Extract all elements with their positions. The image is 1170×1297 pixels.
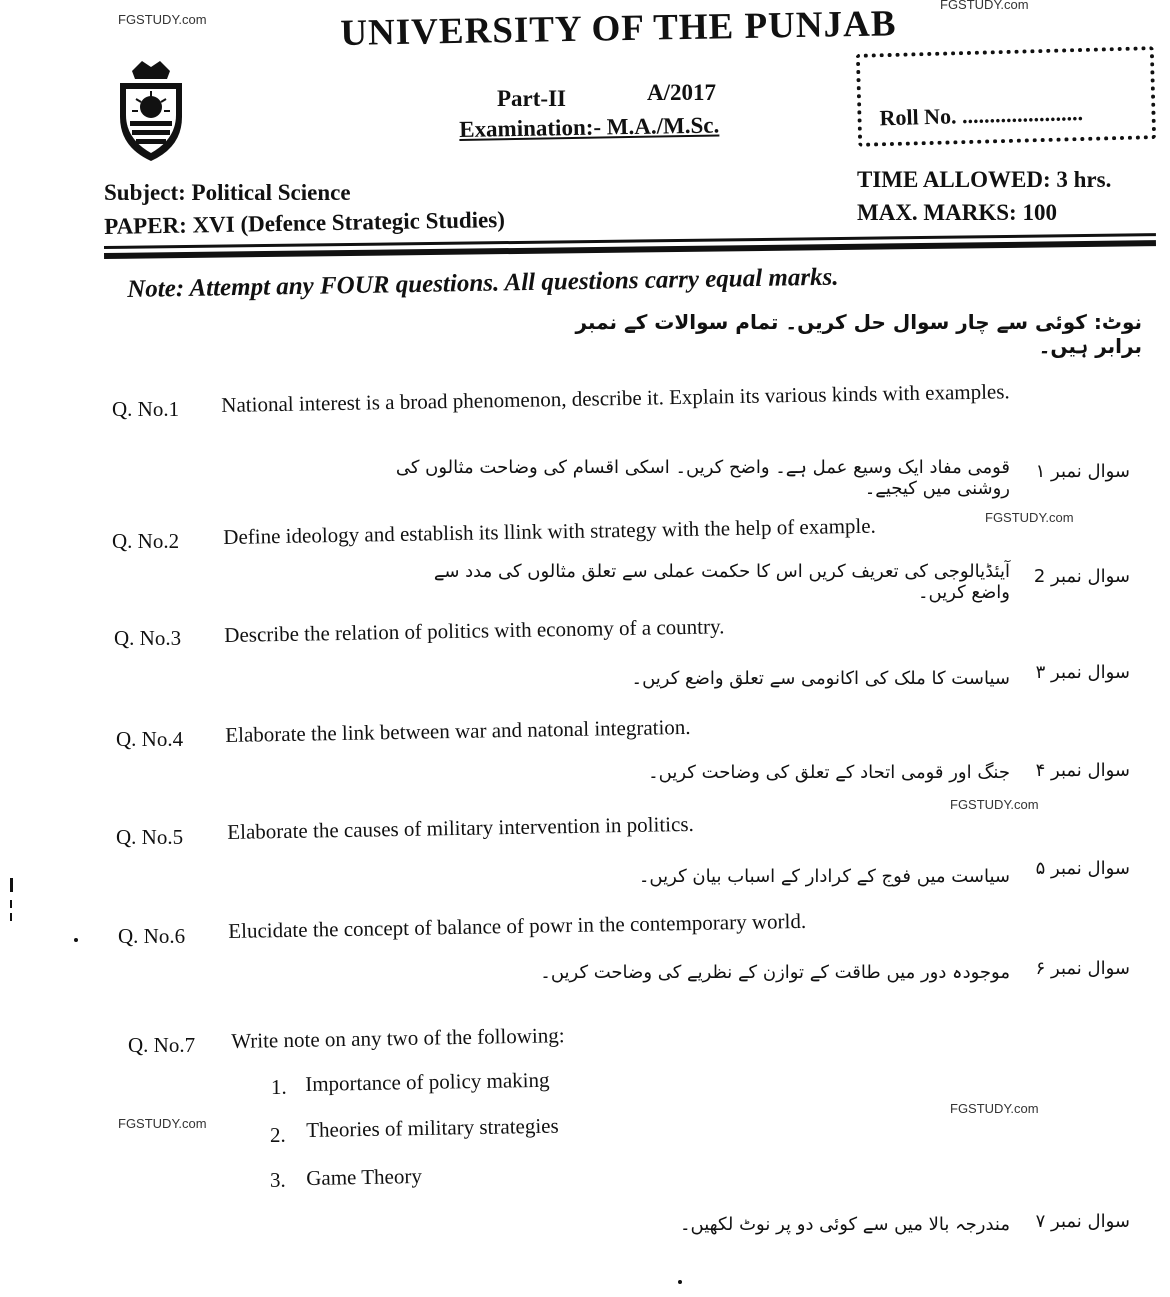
question-number: Q. No.6	[118, 924, 186, 948]
divider	[104, 240, 1156, 259]
scan-mark	[74, 938, 78, 942]
session-label: A/2017	[647, 80, 716, 105]
question-text: National interest is a broad phenomenon, describe it. Explain its various kinds with examples.	[221, 379, 1010, 417]
subject-label: Subject: Political Science	[104, 180, 351, 205]
question-urdu-label: سوال نمبر ۳	[1035, 662, 1130, 683]
question-number: Q. No.4	[116, 727, 184, 751]
question-urdu-text: آیئڈیالوجی کی تعریف کریں اس کا حکمت عملی سے تعلق مثالوں کی مدد سے واضع کریں۔	[433, 561, 1010, 603]
question-urdu-label: سوال نمبر ۷	[1035, 1211, 1130, 1232]
watermark: FGSTUDY.com	[950, 1101, 1039, 1116]
question-text: Elaborate the link between war and natonal integration.	[225, 714, 691, 747]
university-title: UNIVERSITY OF THE PUNJAB	[340, 3, 897, 54]
question-number: Q. No.2	[112, 529, 180, 553]
question-urdu-label: سوال نمبر 2	[1033, 566, 1130, 587]
question-urdu-label: سوال نمبر ۴	[1035, 760, 1130, 781]
watermark: FGSTUDY.com	[940, 0, 1029, 12]
question-urdu-label: سوال نمبر ۵	[1035, 858, 1130, 879]
question-urdu-text: سیاست کا ملک کی اکانومی سے تعلق واضع کریں۔	[631, 668, 1010, 689]
paper-label: PAPER: XVI (Defence Strategic Studies)	[104, 207, 506, 239]
time-allowed: TIME ALLOWED: 3 hrs.	[857, 167, 1112, 192]
roll-number-field: Roll No. ......................	[879, 99, 1084, 131]
watermark: FGSTUDY.com	[950, 797, 1039, 812]
list-item-number: 1.	[271, 1075, 287, 1099]
question-number: Q. No.7	[128, 1033, 196, 1057]
question-text: Write note on any two of the following:	[231, 1023, 565, 1053]
watermark: FGSTUDY.com	[118, 12, 207, 27]
roll-number-box	[856, 46, 1156, 147]
part-label: Part-II	[497, 86, 566, 111]
scan-mark	[10, 913, 12, 921]
list-item: Importance of policy making	[305, 1067, 550, 1096]
question-number: Q. No.5	[116, 825, 184, 849]
question-text: Define ideology and establish its llink with strategy with the help of example.	[223, 513, 877, 549]
question-number: Q. No.1	[112, 397, 180, 421]
question-urdu-text: جنگ اور قومی اتحاد کے تعلق کی وضاحت کریں۔	[648, 762, 1010, 783]
university-crest-icon	[112, 55, 190, 165]
scan-mark	[10, 878, 13, 892]
list-item-number: 2.	[270, 1123, 286, 1147]
max-marks: MAX. MARKS: 100	[857, 200, 1057, 225]
watermark: FGSTUDY.com	[118, 1116, 207, 1131]
scan-mark	[678, 1280, 682, 1284]
list-item: Theories of military strategies	[306, 1113, 559, 1142]
watermark: FGSTUDY.com	[985, 510, 1074, 525]
list-item-number: 3.	[270, 1168, 286, 1192]
question-urdu-text: قومی مفاد ایک وسیع عمل ہے۔ واضح کریں۔ اسکی اقسام کی وضاحت مثالوں کی روشنی میں کیجیے۔	[395, 457, 1010, 499]
question-urdu-text: سیاست میں فوج کے کرادار کے اسباب بیان کریں۔	[638, 866, 1010, 887]
question-text: Describe the relation of politics with economy of a country.	[224, 614, 725, 647]
examination-label: Examination:- M.A./M.Sc.	[459, 112, 720, 142]
question-urdu-text: مندرجہ بالا میں سے کوئی دو پر نوٹ لکھیں۔	[679, 1214, 1010, 1235]
scan-mark	[10, 900, 12, 908]
question-text: Elaborate the causes of military intervention in politics.	[227, 811, 694, 844]
list-item: Game Theory	[306, 1163, 423, 1190]
instructions-note: Note: Attempt any FOUR questions. All questions carry equal marks.	[127, 263, 839, 303]
question-text: Elucidate the concept of balance of powr in the contemporary world.	[228, 908, 807, 943]
question-urdu-text: موجودہ دور میں طاقت کے توازن کے نظریے کی وضاحت کریں۔	[540, 962, 1010, 983]
question-urdu-label: سوال نمبر ۱	[1035, 461, 1130, 482]
question-number: Q. No.3	[114, 626, 182, 650]
instructions-note-urdu: نوٹ: کوئی سے چار سوال حل کریں۔ تمام سوالات کے نمبر برابر ہیں۔	[575, 310, 1142, 358]
question-urdu-label: سوال نمبر ۶	[1035, 958, 1130, 979]
